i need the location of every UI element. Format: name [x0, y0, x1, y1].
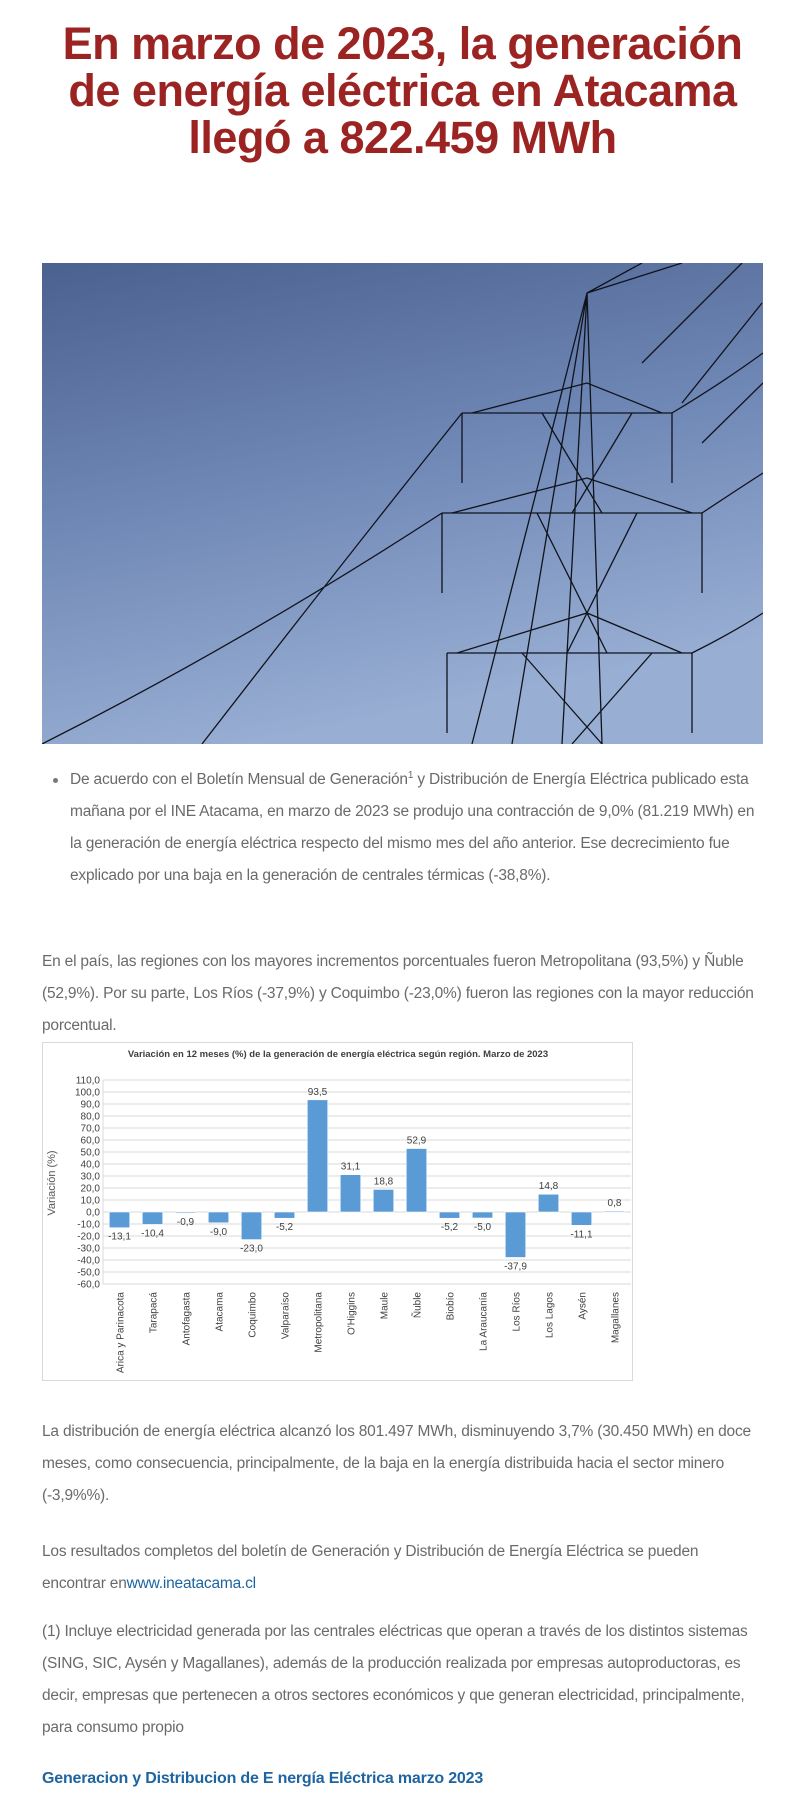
x-tick-label: O'Higgins [346, 1292, 358, 1336]
data-label: 0,8 [607, 1198, 622, 1210]
x-tick-label: Metropolitana [313, 1292, 325, 1353]
y-tick-label: 100,0 [74, 1087, 100, 1099]
summary-bullets [42, 764, 763, 892]
bar [538, 1194, 558, 1212]
bullet-text-end: y Distribución de Energía Eléctrica publicado esta mañana por el INE Atacama, en marzo de 2023 se produjo una contracción de 9,0% (81.219 MWh) en la generación de energía eléctrica respecto del mismo mes del año anterior. Ese decrecimiento fue explicado por una baja en la generación de centrales térmicas (-38,8%). [70, 771, 755, 884]
bar [571, 1212, 591, 1225]
data-label: 14,8 [538, 1181, 559, 1193]
footnote: (1) Incluye electricidad generada por las centrales eléctricas que operan a través de los distintos sistemas (SING, SIC, Aysén y Magallanes), además de la producción realizada por empresas autoproductoras, es decir, empresas que pertenecen a otros sectores económicos y que generan electricidad, principalmente, para consumo propio [42, 1623, 748, 1736]
chart-svg [43, 1043, 632, 1380]
paragraph-results [42, 1536, 763, 1600]
data-label: 18,8 [373, 1176, 394, 1188]
ine-atacama-link[interactable]: www.ineatacama.cl [126, 1575, 256, 1592]
y-tick-label: 40,0 [80, 1159, 100, 1171]
y-tick-label: 0,0 [86, 1207, 100, 1219]
footnote-marker: 1 [407, 769, 414, 781]
x-tick-label: Magallanes [610, 1292, 622, 1344]
bar [505, 1212, 525, 1257]
chart-title: Variación en 12 meses (%) de la generación de energía eléctrica según región. Marzo de 2023 [127, 1049, 549, 1060]
bar-chart [42, 1042, 633, 1381]
paragraph-distribution: La distribución de energía eléctrica alcanzó los 801.497 MWh, disminuyendo 3,7% (30.450 MWh) en doce meses, como consecuencia, principalmente, de la baja en la energía distribuida hacia el sector minero (-3,9%%). [42, 1423, 751, 1504]
data-label: 93,5 [307, 1086, 328, 1098]
y-tick-label: -20,0 [77, 1231, 100, 1243]
data-label: -0,9 [176, 1217, 195, 1229]
data-label: 52,9 [406, 1135, 427, 1147]
bar [175, 1212, 195, 1213]
download-bulletin-link[interactable]: Generacion y Distribucion de E nergía Eléctrica marzo 2023 [42, 1770, 484, 1787]
y-axis-label: Variación (%) [46, 1150, 58, 1216]
data-label: -10,4 [141, 1228, 164, 1240]
x-tick-label: Biobío [445, 1292, 457, 1321]
x-tick-label: Aysén [577, 1292, 589, 1320]
y-tick-label: 20,0 [80, 1183, 100, 1195]
y-tick-label: 110,0 [75, 1075, 100, 1087]
power-tower-photo [42, 263, 763, 744]
y-tick-label: -60,0 [77, 1279, 100, 1291]
bar [109, 1212, 129, 1228]
data-label: -37,9 [504, 1261, 527, 1273]
bar [142, 1212, 162, 1224]
y-tick-label: -10,0 [77, 1219, 100, 1231]
bullet-text-start: De acuerdo con el Boletín Mensual de Generación [70, 771, 408, 788]
x-tick-label: Atacama [214, 1292, 226, 1332]
x-tick-label: Los Ríos [511, 1292, 523, 1332]
data-label: 31,1 [340, 1161, 361, 1173]
data-label: -5,2 [275, 1222, 294, 1234]
data-label: -11,1 [570, 1229, 593, 1241]
bar [373, 1189, 393, 1212]
bar [274, 1212, 294, 1218]
data-label: -23,0 [240, 1243, 263, 1255]
bar [241, 1212, 261, 1240]
paragraph-regions: En el país, las regiones con los mayores incrementos porcentuales fueron Metropolitana (93,5%) y Ñuble (52,9%). Por su parte, Los Ríos (-37,9%) y Coquimbo (-23,0%) fueron las regiones con la mayor reducción porcentual. [42, 953, 754, 1034]
x-tick-label: Valparaíso [280, 1292, 292, 1340]
bar [208, 1212, 228, 1223]
y-tick-label: 80,0 [80, 1111, 100, 1123]
x-tick-label: Los Lagos [544, 1292, 556, 1339]
y-tick-label: -40,0 [77, 1255, 100, 1267]
bar [439, 1212, 459, 1218]
y-tick-label: 50,0 [80, 1147, 100, 1159]
page-title: En marzo de 2023, la generación de energía eléctrica en Atacama llegó a 822.459 MWh [62, 18, 743, 163]
y-tick-label: 70,0 [80, 1123, 100, 1135]
x-tick-label: Arica y Parinacota [115, 1292, 127, 1374]
bullet-item [70, 764, 763, 892]
x-tick-label: Antofagasta [181, 1292, 193, 1346]
x-tick-label: La Araucanía [478, 1292, 490, 1351]
data-label: -9,0 [209, 1226, 228, 1238]
data-label: -5,2 [440, 1222, 459, 1234]
y-tick-label: 90,0 [80, 1099, 100, 1111]
y-tick-label: 10,0 [80, 1195, 100, 1207]
results-text: Los resultados completos del boletín de Generación y Distribución de Energía Eléctrica se pueden encontrar en [42, 1543, 699, 1592]
bar [340, 1175, 360, 1212]
data-label: -5,0 [473, 1222, 492, 1233]
bar [472, 1212, 492, 1218]
y-tick-label: 60,0 [80, 1135, 100, 1147]
data-label: -13,1 [108, 1231, 131, 1243]
x-tick-label: Coquimbo [247, 1292, 259, 1338]
y-tick-label: -30,0 [77, 1243, 100, 1255]
y-tick-label: 30,0 [80, 1171, 100, 1183]
y-tick-label: -50,0 [77, 1267, 100, 1279]
x-tick-label: Tarapacá [148, 1292, 160, 1334]
bar [406, 1149, 426, 1212]
bar [604, 1211, 624, 1212]
bar [307, 1100, 327, 1212]
x-tick-label: Ñuble [412, 1292, 424, 1319]
x-tick-label: Maule [379, 1292, 391, 1320]
